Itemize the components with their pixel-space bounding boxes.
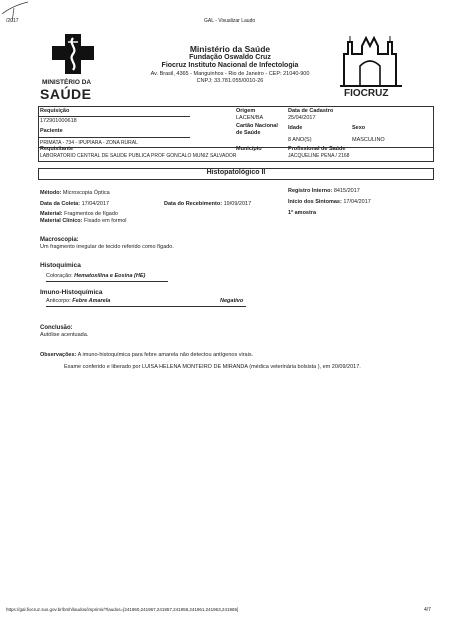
pen-mark-icon [0, 0, 30, 24]
coloracao-label: Coloração: [46, 273, 73, 279]
sintomas-label: Início dos Sintomas: [288, 199, 342, 205]
histoquimica-heading: Histoquímica [40, 262, 81, 269]
ministerio-logo-bottom: SAÚDE [40, 86, 92, 102]
anticorpo-row [46, 298, 110, 304]
macroscopia-label: Macroscopia: [40, 237, 79, 243]
conclusao-value: Autólise acentuada. [40, 332, 89, 338]
origem-value: LACEN/BA [236, 115, 264, 121]
registro-row [288, 188, 360, 194]
cartao-label-2: de Saúde [236, 130, 261, 136]
sintomas-value: 17/04/2017 [343, 199, 371, 205]
cadastro-value: 25/04/2017 [288, 115, 316, 121]
sexo-value: MASCULINO [352, 137, 385, 143]
idade-value: 8 ANO(S) [288, 137, 312, 143]
print-url: https://gal.fiocruz.sus.gov.br/bmh/laudos/imprimir/?laudos=[241960,241967,241957,241959,241961,241963,241965] [6, 607, 239, 612]
material-value: Fragmentos de fígado [64, 211, 118, 217]
sexo-label: Sexo [352, 125, 366, 131]
paciente-value: PRIMATA - 734 - IPUPIARA - ZONA RURAL [40, 140, 138, 146]
anticorpo-result: Negativo [220, 298, 244, 304]
requisitante-value: LABORATORIO CENTRAL DE SAUDE PUBLICA PROF GONCALO MUNIZ SALVADOR [40, 153, 237, 159]
sintomas-row [288, 199, 371, 205]
material-clinico-value: Fixado em formol [84, 218, 127, 224]
observacoes-value: A imuno-histoquímica para febre amarela não detectou antígenos virais. [77, 352, 254, 358]
cadastro-label: Data de Cadastro [288, 108, 334, 114]
header-address: Av. Brasil, 4365 - Manguinhos - Rio de Janeiro - CEP: 21040-900 [150, 71, 310, 77]
fiocruz-castle-icon [338, 32, 404, 88]
requisicao-value: 172901000618 [40, 118, 77, 124]
ministerio-cross-icon [48, 30, 98, 78]
coloracao-value: Hematoxilina e Eosina (HE) [74, 273, 146, 279]
amostra-label: 1ª amostra [288, 210, 317, 216]
material-clinico-label: Material Clínico: [40, 218, 83, 224]
observacoes-row [40, 352, 253, 358]
municipio-label: Município [236, 146, 262, 152]
header-ministry: Ministério da Saúde [189, 44, 271, 54]
coleta-label: Data da Coleta: [40, 201, 81, 207]
profissional-value: JACQUELINE PENA / 2168 [288, 153, 350, 159]
macroscopia-value: Um fragmento irregular de tecido referido como fígado. [40, 244, 174, 250]
header-foundation: Fundação Oswaldo Cruz [189, 54, 271, 61]
coleta-row [40, 201, 109, 207]
registro-value: 8415/2017 [333, 188, 360, 194]
metodo-row [40, 190, 110, 196]
anticorpo-underline [46, 306, 246, 307]
fiocruz-logo-text: FIOCRUZ [344, 88, 389, 99]
registro-label: Registro Interno: [288, 188, 333, 194]
recebimento-row [164, 201, 251, 207]
liberado-text: Exame conferido e liberado por LUISA HELENA MONTEIRO DE MIRANDA (médica veterinária bolsista ), em 20/09/2017. [64, 364, 361, 370]
imuno-heading: Imuno-Histoquímica [40, 289, 103, 296]
anticorpo-label: Anticorpo: [46, 298, 71, 304]
recebimento-label: Data do Recebimento: [164, 201, 223, 207]
material-clinico-row [40, 218, 127, 224]
profissional-label: Profissional de Saúde [288, 146, 346, 152]
material-row [40, 211, 118, 217]
coloracao-underline [46, 281, 168, 282]
header-cnpj: CNPJ: 33.781.055/0010-26 [196, 78, 264, 84]
print-title: GAL - Visualizar Laudo [204, 18, 256, 24]
idade-label: Idade [288, 125, 303, 131]
print-date: /2017 [6, 18, 19, 24]
section-title: Histopatológico II [206, 169, 266, 176]
requisicao-label: Requisição [40, 108, 70, 114]
conclusao-label: Conclusão: [40, 325, 73, 331]
origem-label: Origem [236, 108, 256, 114]
metodo-value: Microscopia Óptica [62, 190, 110, 196]
header-institute: Fiocruz Instituto Nacional de Infectologia [161, 62, 299, 69]
requisitante-label: Requisitante [40, 146, 74, 152]
material-label: Material: [40, 211, 63, 217]
metodo-label: Método: [40, 190, 62, 196]
recebimento-value: 19/09/2017 [223, 201, 252, 207]
coloracao-row [46, 273, 145, 279]
ministerio-logo-top: MINISTÉRIO DA [42, 79, 92, 86]
coleta-value: 17/04/2017 [81, 201, 110, 207]
cartao-label-1: Cartão Nacional [236, 123, 278, 129]
anticorpo-value: Febre Amarela [72, 298, 111, 304]
observacoes-label: Observações: [40, 352, 77, 358]
paciente-label: Paciente [40, 128, 63, 134]
print-page: 4/7 [424, 607, 431, 613]
